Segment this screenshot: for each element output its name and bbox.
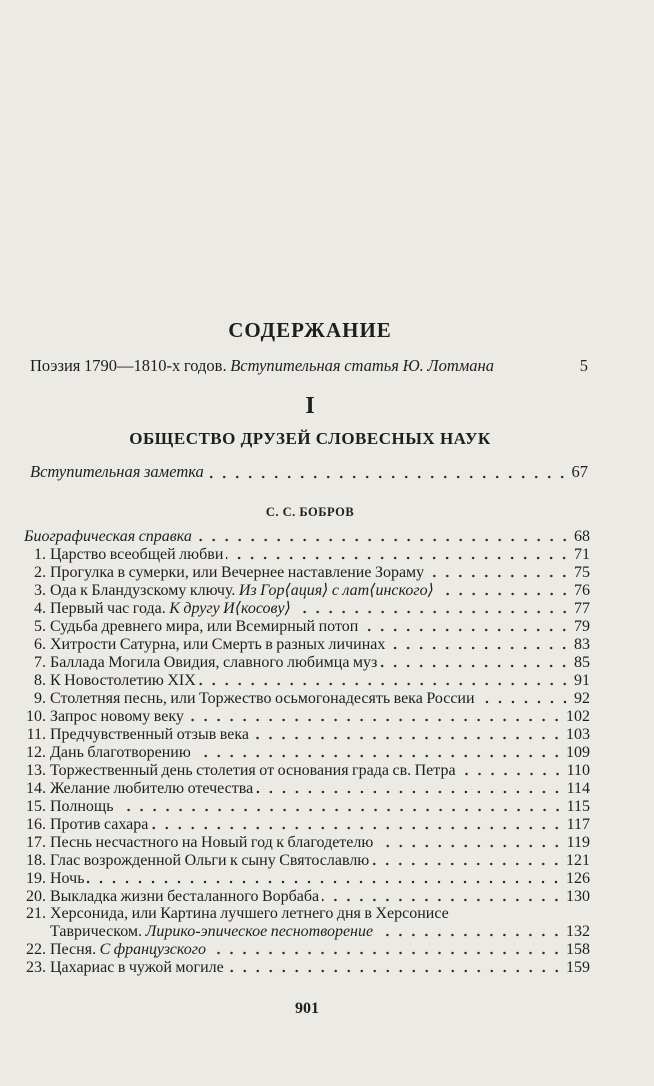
toc-entry[interactable]	[24, 707, 590, 725]
toc-entry-continuation[interactable]	[24, 922, 590, 940]
dot-leader	[437, 581, 571, 597]
toc-entry[interactable]	[24, 671, 590, 689]
dot-leader	[209, 940, 563, 956]
toc-entry[interactable]	[24, 563, 590, 581]
entry-number: 9.	[34, 689, 46, 707]
entry-title: Прогулка в сумерки, или Вечернее наставление Зораму	[50, 563, 425, 581]
toc-entry[interactable]	[24, 689, 590, 707]
page-number: 75	[574, 563, 590, 581]
entry-title-cont: Таврическом. Лирико-эпическое песнотворение	[50, 923, 374, 940]
entry-number: 8.	[34, 671, 46, 689]
toc-entry[interactable]	[24, 815, 590, 833]
dot-leader	[187, 707, 563, 723]
entry-title: Биографическая справка	[24, 527, 192, 545]
entry-title: Песня. С французского	[50, 941, 206, 958]
page-number: 83	[574, 635, 590, 653]
entry-number: 11.	[26, 725, 46, 743]
page-number: 117	[566, 815, 590, 833]
leader	[497, 358, 577, 375]
dot-leader	[376, 833, 563, 849]
entry-title: Первый час года. К другу И⟨косову⟩	[50, 599, 291, 617]
dot-leader	[199, 671, 571, 687]
page-number: 109	[566, 743, 590, 761]
page-number: 85	[574, 653, 590, 671]
entry-number: 16.	[26, 815, 46, 833]
toc-entry[interactable]	[24, 599, 590, 617]
dot-leader	[207, 464, 569, 481]
entry-number: 14.	[26, 779, 46, 797]
page-number: 132	[566, 923, 590, 940]
toc-entry[interactable]	[24, 958, 590, 976]
contents-list	[24, 527, 590, 1018]
entry-title: Дань благотворению	[50, 743, 191, 761]
entry-title: Предчувственный отзыв века	[50, 725, 249, 743]
entry-title: К Новостолетию XIX	[50, 671, 196, 689]
dot-leader	[376, 922, 563, 938]
entry-number: 5.	[34, 617, 46, 635]
entry-number: 10.	[26, 707, 46, 725]
entry-title: Вступительная заметка	[30, 462, 204, 481]
entry-number: 12.	[26, 743, 46, 761]
entry-number: 23.	[26, 959, 46, 976]
part-number: I	[305, 393, 315, 419]
page-number: 103	[566, 725, 590, 743]
toc-entry[interactable]	[24, 635, 590, 653]
dot-leader	[195, 527, 571, 543]
page-number: 92	[574, 689, 590, 707]
intro-entry[interactable]	[30, 356, 588, 376]
toc-entry[interactable]	[24, 743, 590, 761]
toc-entry[interactable]	[24, 725, 590, 743]
toc-entry[interactable]	[24, 779, 590, 797]
page-number: 158	[566, 941, 590, 958]
entry-number: 21.	[26, 905, 46, 922]
entry-number: 20.	[26, 887, 46, 905]
page-number: 76	[574, 581, 590, 599]
entry-title: Торжественный день столетия от основания града св. Петра	[50, 761, 456, 779]
toc-entry[interactable]	[24, 761, 590, 779]
page-number: 91	[574, 671, 590, 689]
entry-title: Ночь	[50, 869, 85, 887]
toc-entry[interactable]	[24, 797, 590, 815]
entry-title: Запрос новому веку	[50, 707, 184, 725]
dot-leader	[256, 779, 563, 795]
page-folio: 901	[295, 1000, 319, 1018]
bio-entry[interactable]	[24, 527, 590, 545]
entry-number: 22.	[26, 941, 46, 958]
toc-entry[interactable]	[24, 833, 590, 851]
entry-title: Цахариас в чужой могиле	[50, 959, 224, 976]
dot-leader	[380, 653, 571, 669]
dot-leader	[194, 743, 563, 759]
entry-number: 1.	[34, 545, 46, 563]
entry-title: Царство всеобщей любви	[50, 545, 224, 563]
toc-entry[interactable]	[24, 653, 590, 671]
entry-title: Песнь несчастного на Новый год к благодетелю	[50, 833, 374, 851]
page-number: 119	[566, 833, 590, 851]
dot-leader	[322, 887, 563, 903]
toc-entry[interactable]	[24, 869, 590, 887]
dot-leader	[87, 869, 563, 885]
entry-number: 15.	[26, 797, 46, 815]
entry-title: Столетняя песнь, или Торжество осьмогонадесять века России	[50, 689, 475, 707]
section-note-entry[interactable]	[30, 462, 588, 482]
entry-number: 19.	[26, 869, 46, 887]
entry-title: Глас возрожденной Ольги к сыну Святославлю	[50, 851, 370, 869]
author-heading: С. С. БОБРОВ	[265, 505, 355, 519]
toc-entry[interactable]	[24, 581, 590, 599]
entry-number: 17.	[26, 833, 46, 851]
entry-title: Хитрости Сатурна, или Смерть в разных личинах	[50, 635, 386, 653]
toc-entry[interactable]	[24, 617, 590, 635]
entry-number: 4.	[34, 599, 46, 617]
page-number: 126	[566, 869, 590, 887]
dot-leader	[117, 797, 564, 813]
page-number: 159	[566, 959, 590, 976]
dot-leader	[294, 599, 571, 615]
contents-title: СОДЕРЖАНИЕ	[228, 318, 392, 342]
dot-leader	[151, 815, 563, 831]
toc-entry[interactable]	[24, 545, 590, 563]
dot-leader	[361, 617, 571, 633]
section-title: ОБЩЕСТВО ДРУЗЕЙ СЛОВЕСНЫХ НАУК	[129, 429, 491, 448]
page-number: 121	[566, 851, 590, 869]
entry-title: Желание любителю отечества	[50, 779, 254, 797]
page-number: 115	[566, 797, 590, 815]
page-number: 5	[579, 356, 588, 375]
entry-title: Баллада Могила Овидия, славного любимца муз	[50, 653, 378, 671]
dot-leader	[459, 761, 564, 777]
toc-entry[interactable]	[24, 905, 590, 922]
page-number: 114	[566, 779, 590, 797]
entry-title: Против сахара	[50, 815, 149, 833]
page-number: 68	[574, 527, 590, 545]
toc-entry[interactable]	[24, 940, 590, 958]
entry-title: Выкладка жизни бесталанного Ворбаба	[50, 887, 320, 905]
page-number: 67	[571, 462, 588, 481]
page-number: 77	[574, 599, 590, 617]
dot-leader	[226, 545, 571, 561]
dot-leader	[427, 563, 571, 579]
entry-number: 13.	[26, 761, 46, 779]
page-number: 102	[566, 707, 590, 725]
entry-title: Ода к Бландузскому ключу. Из Гор⟨ация⟩ с лат⟨инского⟩	[50, 581, 434, 599]
intro-text: Поэзия 1790—1810-х годов. Вступительная статья Ю. Лотмана	[30, 356, 494, 375]
entry-number: 18.	[26, 851, 46, 869]
entry-number: 3.	[34, 581, 46, 599]
page-number: 130	[566, 887, 590, 905]
dot-leader	[478, 689, 571, 705]
toc-entry[interactable]	[24, 851, 590, 869]
page-number: 79	[574, 617, 590, 635]
dot-leader	[227, 958, 563, 974]
entry-title: Полнощь	[50, 797, 114, 815]
entry-number: 7.	[34, 653, 46, 671]
entry-title: Судьба древнего мира, или Всемирный потоп	[50, 617, 359, 635]
entry-number: 6.	[34, 635, 46, 653]
page-number: 71	[574, 545, 590, 563]
dot-leader	[252, 725, 563, 741]
dot-leader	[372, 851, 563, 867]
page-number: 110	[566, 761, 590, 779]
entry-number: 2.	[34, 563, 46, 581]
toc-entry[interactable]	[24, 887, 590, 905]
entry-title: Херсонида, или Картина лучшего летнего дня в Херсонисе	[50, 905, 449, 922]
dot-leader	[388, 635, 571, 651]
